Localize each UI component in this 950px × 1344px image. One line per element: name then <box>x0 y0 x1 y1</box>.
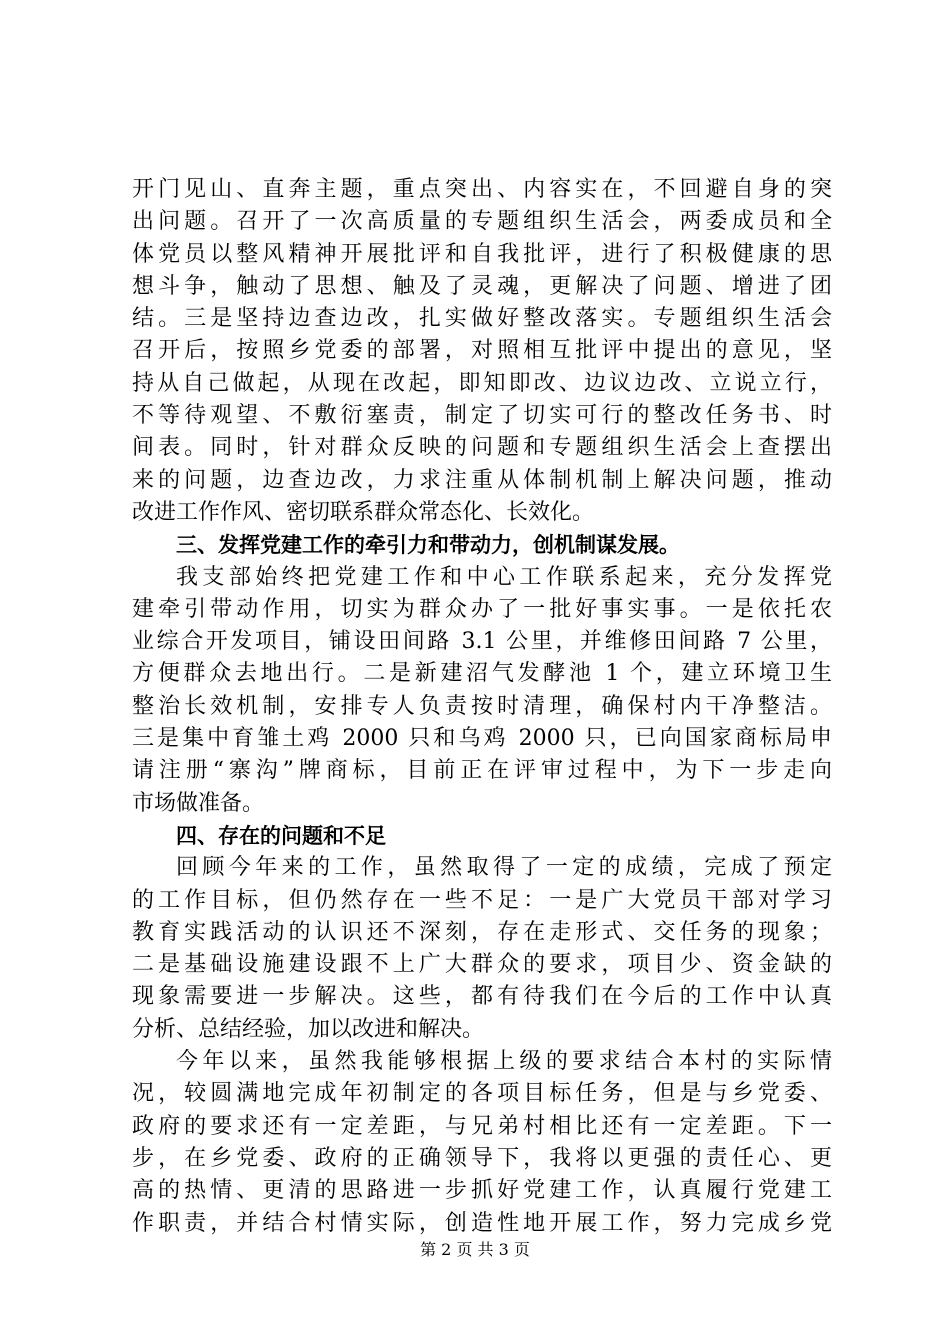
text-line: 业综合开发项目，铺设田间路 3.1 公里，并维修田间路 7 公里， <box>132 629 832 655</box>
text-line: 政府的要求还有一定差距，与兄弟村相比还有一定差距。下一 <box>132 1113 832 1139</box>
text-line: 教育实践活动的认识还不深刻，存在走形式、交任务的现象； <box>132 919 832 945</box>
text-line: 二是基础设施建设跟不上广大群众的要求，项目少、资金缺的 <box>132 952 832 978</box>
text-line: 整治长效机制，安排专人负责按时清理，确保村内干净整洁。 <box>132 693 832 719</box>
text-line: 市场做准备。 <box>132 790 265 816</box>
text-line: 想斗争，触动了思想、触及了灵魂，更解决了问题、增进了团 <box>132 273 832 299</box>
document-body <box>132 174 832 1240</box>
page-footer: 第 2 页 共 3 页 <box>420 1240 530 1259</box>
text-line: 持从自己做起，从现在改起，即知即改、边议边改、立说立行， <box>132 370 832 396</box>
text-line: 间表。同时，针对群众反映的问题和专题组织生活会上查摆出 <box>132 435 832 461</box>
text-line: 结。三是坚持边查边改，扎实做好整改落实。专题组织生活会 <box>132 306 832 332</box>
text-line: 的工作目标，但仍然存在一些不足：一是广大党员干部对学习 <box>132 887 832 913</box>
text-line: 体党员以整风精神开展批评和自我批评，进行了积极健康的思 <box>132 241 832 267</box>
text-line: 步，在乡党委、政府的正确领导下，我将以更强的责任心、更 <box>132 1145 832 1171</box>
text-line: 改进工作作风、密切联系群众常态化、长效化。 <box>132 499 595 525</box>
text-line: 作职责，并结合村情实际，创造性地开展工作，努力完成乡党 <box>132 1210 832 1236</box>
text-line: 况，较圆满地完成年初制定的各项目标任务，但是与乡党委、 <box>132 1081 832 1107</box>
text-line: 今年以来，虽然我能够根据上级的要求结合本村的实际情 <box>176 1049 832 1075</box>
text-line: 现象需要进一步解决。这些，都有待我们在今后的工作中认真 <box>132 984 832 1010</box>
text-line: 请注册“寨沟”牌商标，目前正在评审过程中，为下一步走向 <box>132 758 832 784</box>
text-line: 三是集中育雏土鸡 2000 只和乌鸡 2000 只，已向国家商标局申 <box>132 726 832 752</box>
text-line: 召开后，按照乡党委的部署，对照相互批评中提出的意见，坚 <box>132 338 832 364</box>
text-line: 分析、总结经验，加以改进和解决。 <box>132 1016 485 1042</box>
text-line: 方便群众去地出行。二是新建沼气发酵池 1 个，建立环境卫生 <box>132 661 832 687</box>
section-heading: 四、存在的问题和不足 <box>176 823 386 848</box>
text-line: 我支部始终把党建工作和中心工作联系起来，充分发挥党 <box>176 564 832 590</box>
text-line: 回顾今年来的工作，虽然取得了一定的成绩，完成了预定 <box>176 855 832 881</box>
text-line: 出问题。召开了一次高质量的专题组织生活会，两委成员和全 <box>132 209 832 235</box>
text-line: 开门见山、直奔主题，重点突出、内容实在，不回避自身的突 <box>132 177 832 202</box>
section-heading: 三、发挥党建工作的牵引力和带动力，创机制谋发展。 <box>176 533 680 558</box>
text-line: 来的问题，边查边改，力求注重从体制机制上解决问题，推动 <box>132 467 832 493</box>
text-line: 高的热情、更清的思路进一步抓好党建工作，认真履行党建工 <box>132 1178 832 1204</box>
text-line: 建牵引带动作用，切实为群众办了一批好事实事。一是依托农 <box>132 596 832 622</box>
text-line: 不等待观望、不敷衍塞责，制定了切实可行的整改任务书、时 <box>132 403 832 429</box>
